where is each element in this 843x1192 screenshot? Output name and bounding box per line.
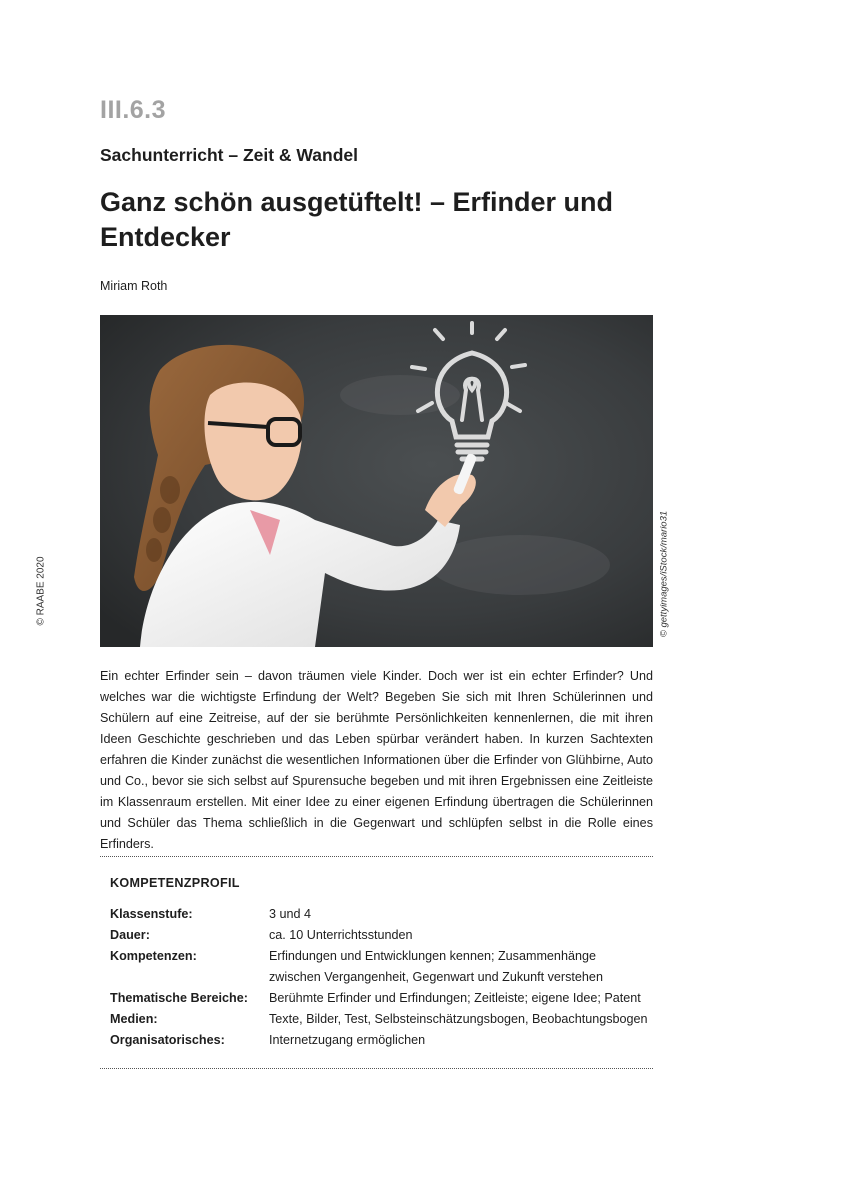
kp-value: ca. 10 Unterrichtsstunden xyxy=(269,928,413,942)
kp-row-medien xyxy=(110,1009,650,1030)
divider-top xyxy=(100,856,653,857)
copyright-notice xyxy=(34,556,48,626)
intro-paragraph: Ein echter Erfinder sein – davon träumen viele Kinder. Doch wer ist ein echter Erfinder? Und welches war die wichtigste Erfindung der Welt? Begeben Sie sich mit Ihren Schülerinnen und Schülern auf eine Zeitreise, auf der sie berühmte Persönlichkeiten kennenlernen, die mit ihren Ideen Geschichte geschrieben und das Leben spürbar verändert haben. In kurzen Sachtexten erfahren die Kinder zunächst die wesentlichen Informationen über die Erfinder von Glühbirne, Auto und Co., bevor sie sich selbst auf Spurensuche begeben und mit ihren Ergebnissen eine Zeitleiste im Klassenraum erstellen. Mit einer Idee zu einer eigenen Erfindung übertragen die Schülerinnen und Schüler das Thema schließlich in die Gegenwart und schlüpfen selbst in die Rolle eines Erfinders. xyxy=(100,669,653,851)
kp-label: Organisatorisches: xyxy=(110,1033,225,1047)
kp-label: Thematische Bereiche: xyxy=(110,991,248,1005)
kp-row-thematische-bereiche xyxy=(110,988,650,1009)
kp-value: Berühmte Erfinder und Erfindungen; Zeitleiste; eigene Idee; Patent xyxy=(269,991,641,1005)
photo-credit-text: © gettyimages/iStock/mario31 xyxy=(658,510,670,638)
kp-row-klassenstufe xyxy=(110,904,650,925)
kp-value: Erfindungen und Entwicklungen kennen; Zusammenhänge zwischen Vergangenheit, Gegenwart und Zukunft verstehen xyxy=(269,949,603,984)
kp-value: Texte, Bilder, Test, Selbsteinschätzungsbogen, Beobachtungsbogen xyxy=(269,1012,648,1026)
subject-line: Sachunterricht – Zeit & Wandel xyxy=(100,145,359,165)
kp-row-organisatorisches xyxy=(110,1030,650,1051)
copyright-text: © RAABE 2020 xyxy=(35,556,47,626)
kp-label: Kompetenzen: xyxy=(110,949,197,963)
kp-row-kompetenzen xyxy=(110,946,650,988)
kp-label: Klassenstufe: xyxy=(110,907,193,921)
divider-bottom xyxy=(100,1068,653,1069)
kompetenzprofil-table xyxy=(110,904,650,1051)
photo-credit xyxy=(656,500,672,648)
kompetenzprofil-heading: KOMPETENZPROFIL xyxy=(110,876,240,890)
section-number: III.6.3 xyxy=(100,96,167,124)
author-name: Miriam Roth xyxy=(100,279,168,293)
kp-label: Medien: xyxy=(110,1012,158,1026)
page-title: Ganz schön ausgetüftelt! – Erfinder und Entdecker xyxy=(100,187,614,252)
kp-value: Internetzugang ermöglichen xyxy=(269,1033,426,1047)
kp-label: Dauer: xyxy=(110,928,150,942)
kp-value: 3 und 4 xyxy=(269,907,312,921)
cover-photo xyxy=(100,315,653,647)
kp-row-dauer xyxy=(110,925,650,946)
